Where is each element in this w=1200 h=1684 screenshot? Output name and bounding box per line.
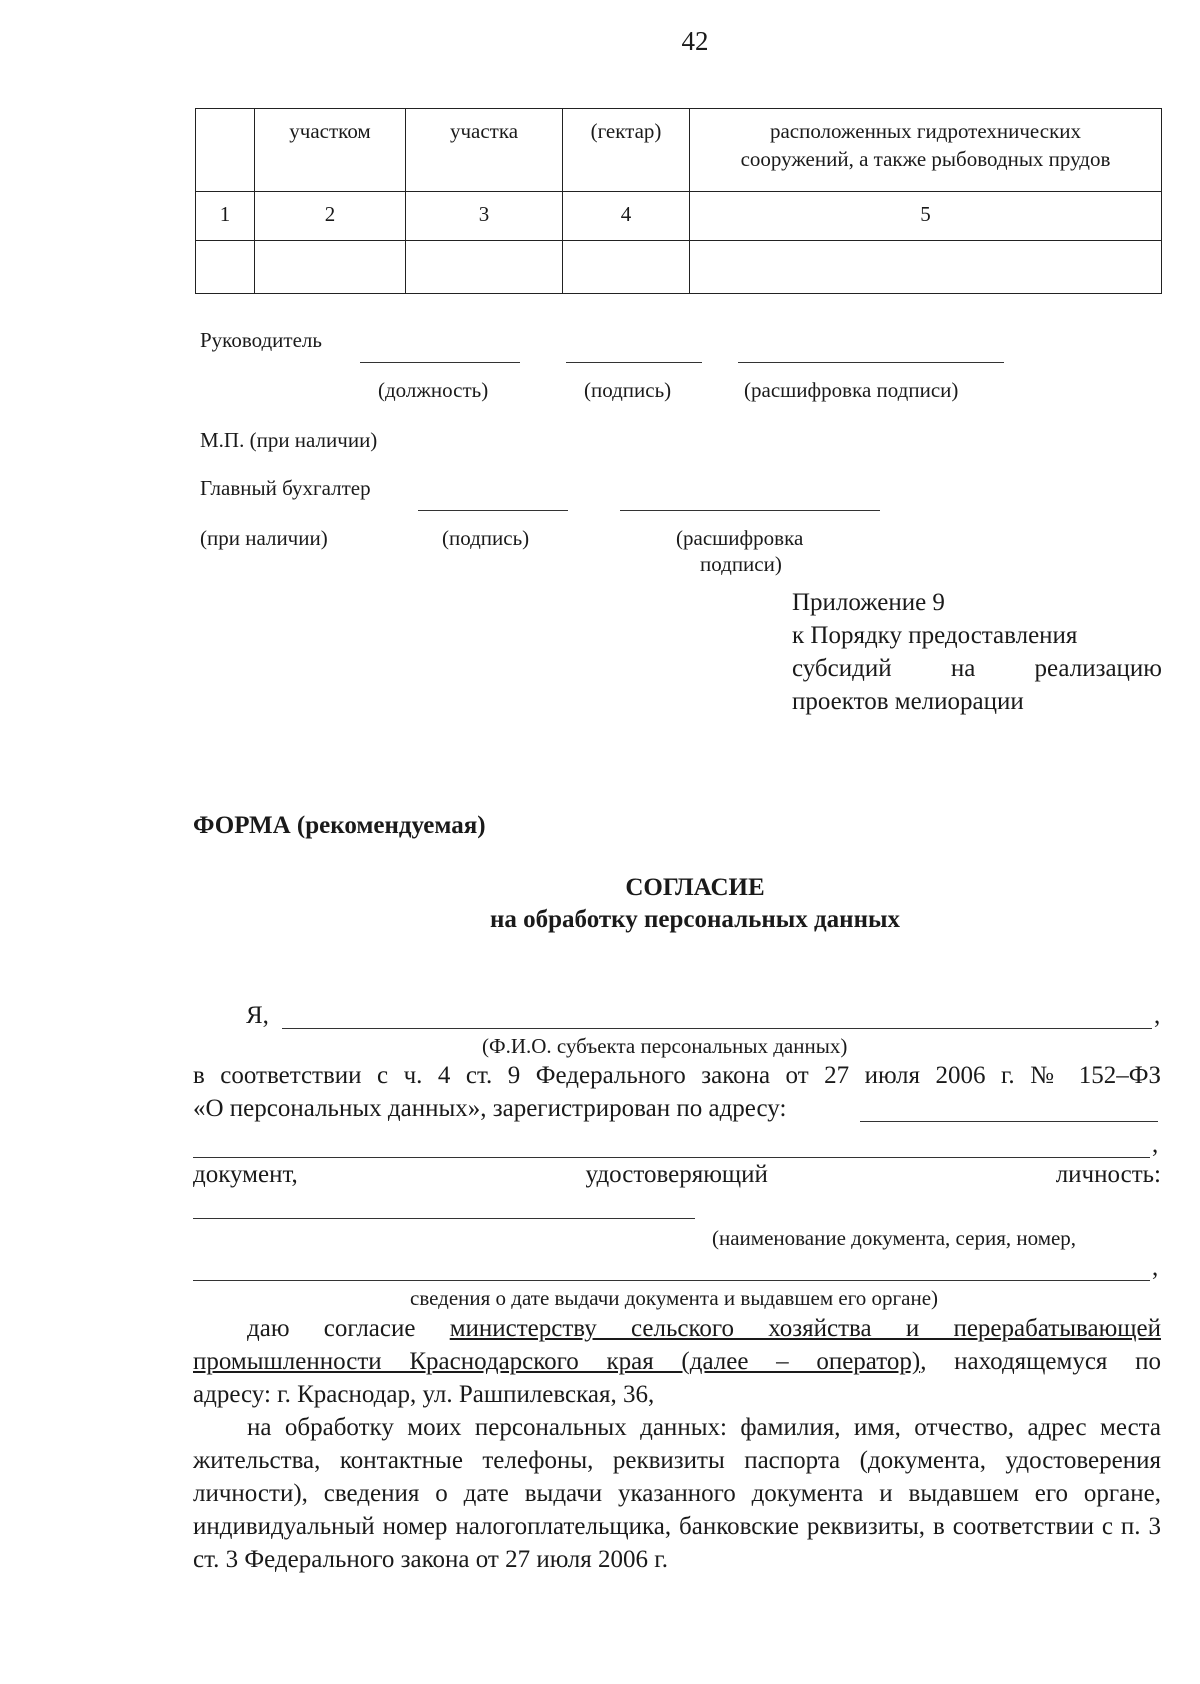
table-header-line: сооружений, а также рыбоводных прудов — [740, 147, 1111, 171]
table-cell — [406, 241, 563, 294]
accountant-signature-line — [418, 510, 568, 511]
address-line-2 — [193, 1157, 1150, 1158]
document-word: документ, — [193, 1161, 298, 1188]
consent-start: даю согласие — [247, 1315, 450, 1342]
address-label: «О персональных данных», зарегистрирован по адресу: — [193, 1095, 787, 1122]
address-line-1 — [860, 1121, 1158, 1122]
processing-paragraph — [193, 1411, 1161, 1576]
table-cell — [255, 241, 406, 294]
accountant-decryption-line — [620, 510, 880, 511]
table-cell — [690, 241, 1162, 294]
comma: , — [1152, 1131, 1159, 1158]
table-cell: 5 — [690, 192, 1162, 241]
table-header-row — [196, 109, 1162, 192]
document-word: удостоверяющий — [585, 1161, 768, 1188]
document-issue-line — [193, 1280, 1150, 1281]
appendix-word: на — [950, 655, 976, 682]
comma: , — [1154, 1002, 1161, 1029]
document-title: СОГЛАСИЕ — [625, 874, 765, 901]
accountant-decryption-caption-2: подписи) — [700, 552, 782, 576]
position-line — [360, 362, 520, 363]
fio-caption: (Ф.И.О. субъекта персональных данных) — [482, 1034, 848, 1058]
decryption-line — [738, 362, 1004, 363]
page-number: 42 — [681, 26, 709, 56]
table-cell — [563, 241, 690, 294]
table-cell: 1 — [196, 192, 255, 241]
decryption-caption: (расшифровка подписи) — [744, 378, 959, 402]
appendix-block — [792, 586, 1162, 718]
law-line: в соответствии с ч. 4 ст. 9 Федерального закона от 27 июля 2006 г. № 152–ФЗ — [193, 1062, 1161, 1089]
table-cell — [196, 241, 255, 294]
if-any-caption: (при наличии) — [200, 526, 328, 550]
table-cell: 4 — [563, 192, 690, 241]
form-label: ФОРМА (рекомендуемая) — [193, 812, 486, 839]
appendix-word: реализацию — [1034, 655, 1162, 682]
operator-name-2: промышленности Краснодарского края (далее – оператор) — [193, 1348, 921, 1375]
table-header-cell: участка — [406, 109, 563, 192]
table-header-line: расположенных гидротехнических — [769, 119, 1082, 143]
document-subtitle: на обработку персональных данных — [490, 906, 900, 933]
table-header-cell: (гектар) — [563, 109, 690, 192]
operator-name-1: министерству сельского хозяйства и перерабатывающей — [449, 1315, 1161, 1342]
head-label: Руководитель — [200, 328, 322, 352]
chief-accountant-label: Главный бухгалтер — [200, 476, 371, 500]
i-prefix: Я, — [246, 1002, 269, 1029]
operator-address: адресу: г. Краснодар, ул. Рашпилевская, 36, — [193, 1381, 655, 1408]
table-cell: 3 — [406, 192, 563, 241]
document-caption: (наименование документа, серия, номер, — [712, 1226, 1077, 1250]
table-header-cell — [196, 109, 255, 192]
fio-line — [282, 1028, 1152, 1029]
document-line — [193, 1161, 1161, 1189]
appendix-line — [792, 652, 1162, 685]
document-word: личность: — [1055, 1161, 1161, 1188]
document-name-line — [193, 1218, 695, 1219]
table-header-cell: участком — [255, 109, 406, 192]
table-empty-row — [196, 241, 1162, 294]
table-number-row — [196, 192, 1162, 241]
appendix-line: к Порядку предоставления — [792, 622, 1078, 649]
consent-tail: , находящемуся по — [920, 1348, 1161, 1375]
seal-label: М.П. (при наличии) — [200, 428, 378, 452]
table-cell: 2 — [255, 192, 406, 241]
data-table — [195, 108, 1162, 294]
signature-caption: (подпись) — [584, 378, 672, 402]
issue-caption: сведения о дате выдачи документа и выдавшем его органе) — [410, 1286, 939, 1310]
appendix-line: Приложение 9 — [792, 589, 945, 616]
table-header-cell — [690, 109, 1162, 192]
consent-line — [193, 1345, 1161, 1378]
accountant-signature-caption: (подпись) — [442, 526, 530, 550]
position-caption: (должность) — [378, 378, 489, 402]
accountant-decryption-caption-1: (расшифровка — [676, 526, 804, 550]
appendix-word: субсидий — [792, 655, 892, 682]
signature-line — [566, 362, 702, 363]
appendix-line: проектов мелиорации — [792, 688, 1024, 715]
consent-line — [193, 1312, 1161, 1345]
processing-text: на обработку моих персональных данных: фамилия, имя, отчество, адрес места жительства, контактные телефоны, реквизиты паспорта (документа, удостоверения личности), сведения о дате выдачи указанного документа и выдавшем его органе, индивидуальный номер налогоплательщика, банковские реквизиты, в соответствии с п. 3 ст. 3 Федерального закона от 27 июля 2006 г. — [193, 1414, 1161, 1573]
comma: , — [1152, 1254, 1159, 1281]
consent-paragraph — [193, 1312, 1161, 1411]
